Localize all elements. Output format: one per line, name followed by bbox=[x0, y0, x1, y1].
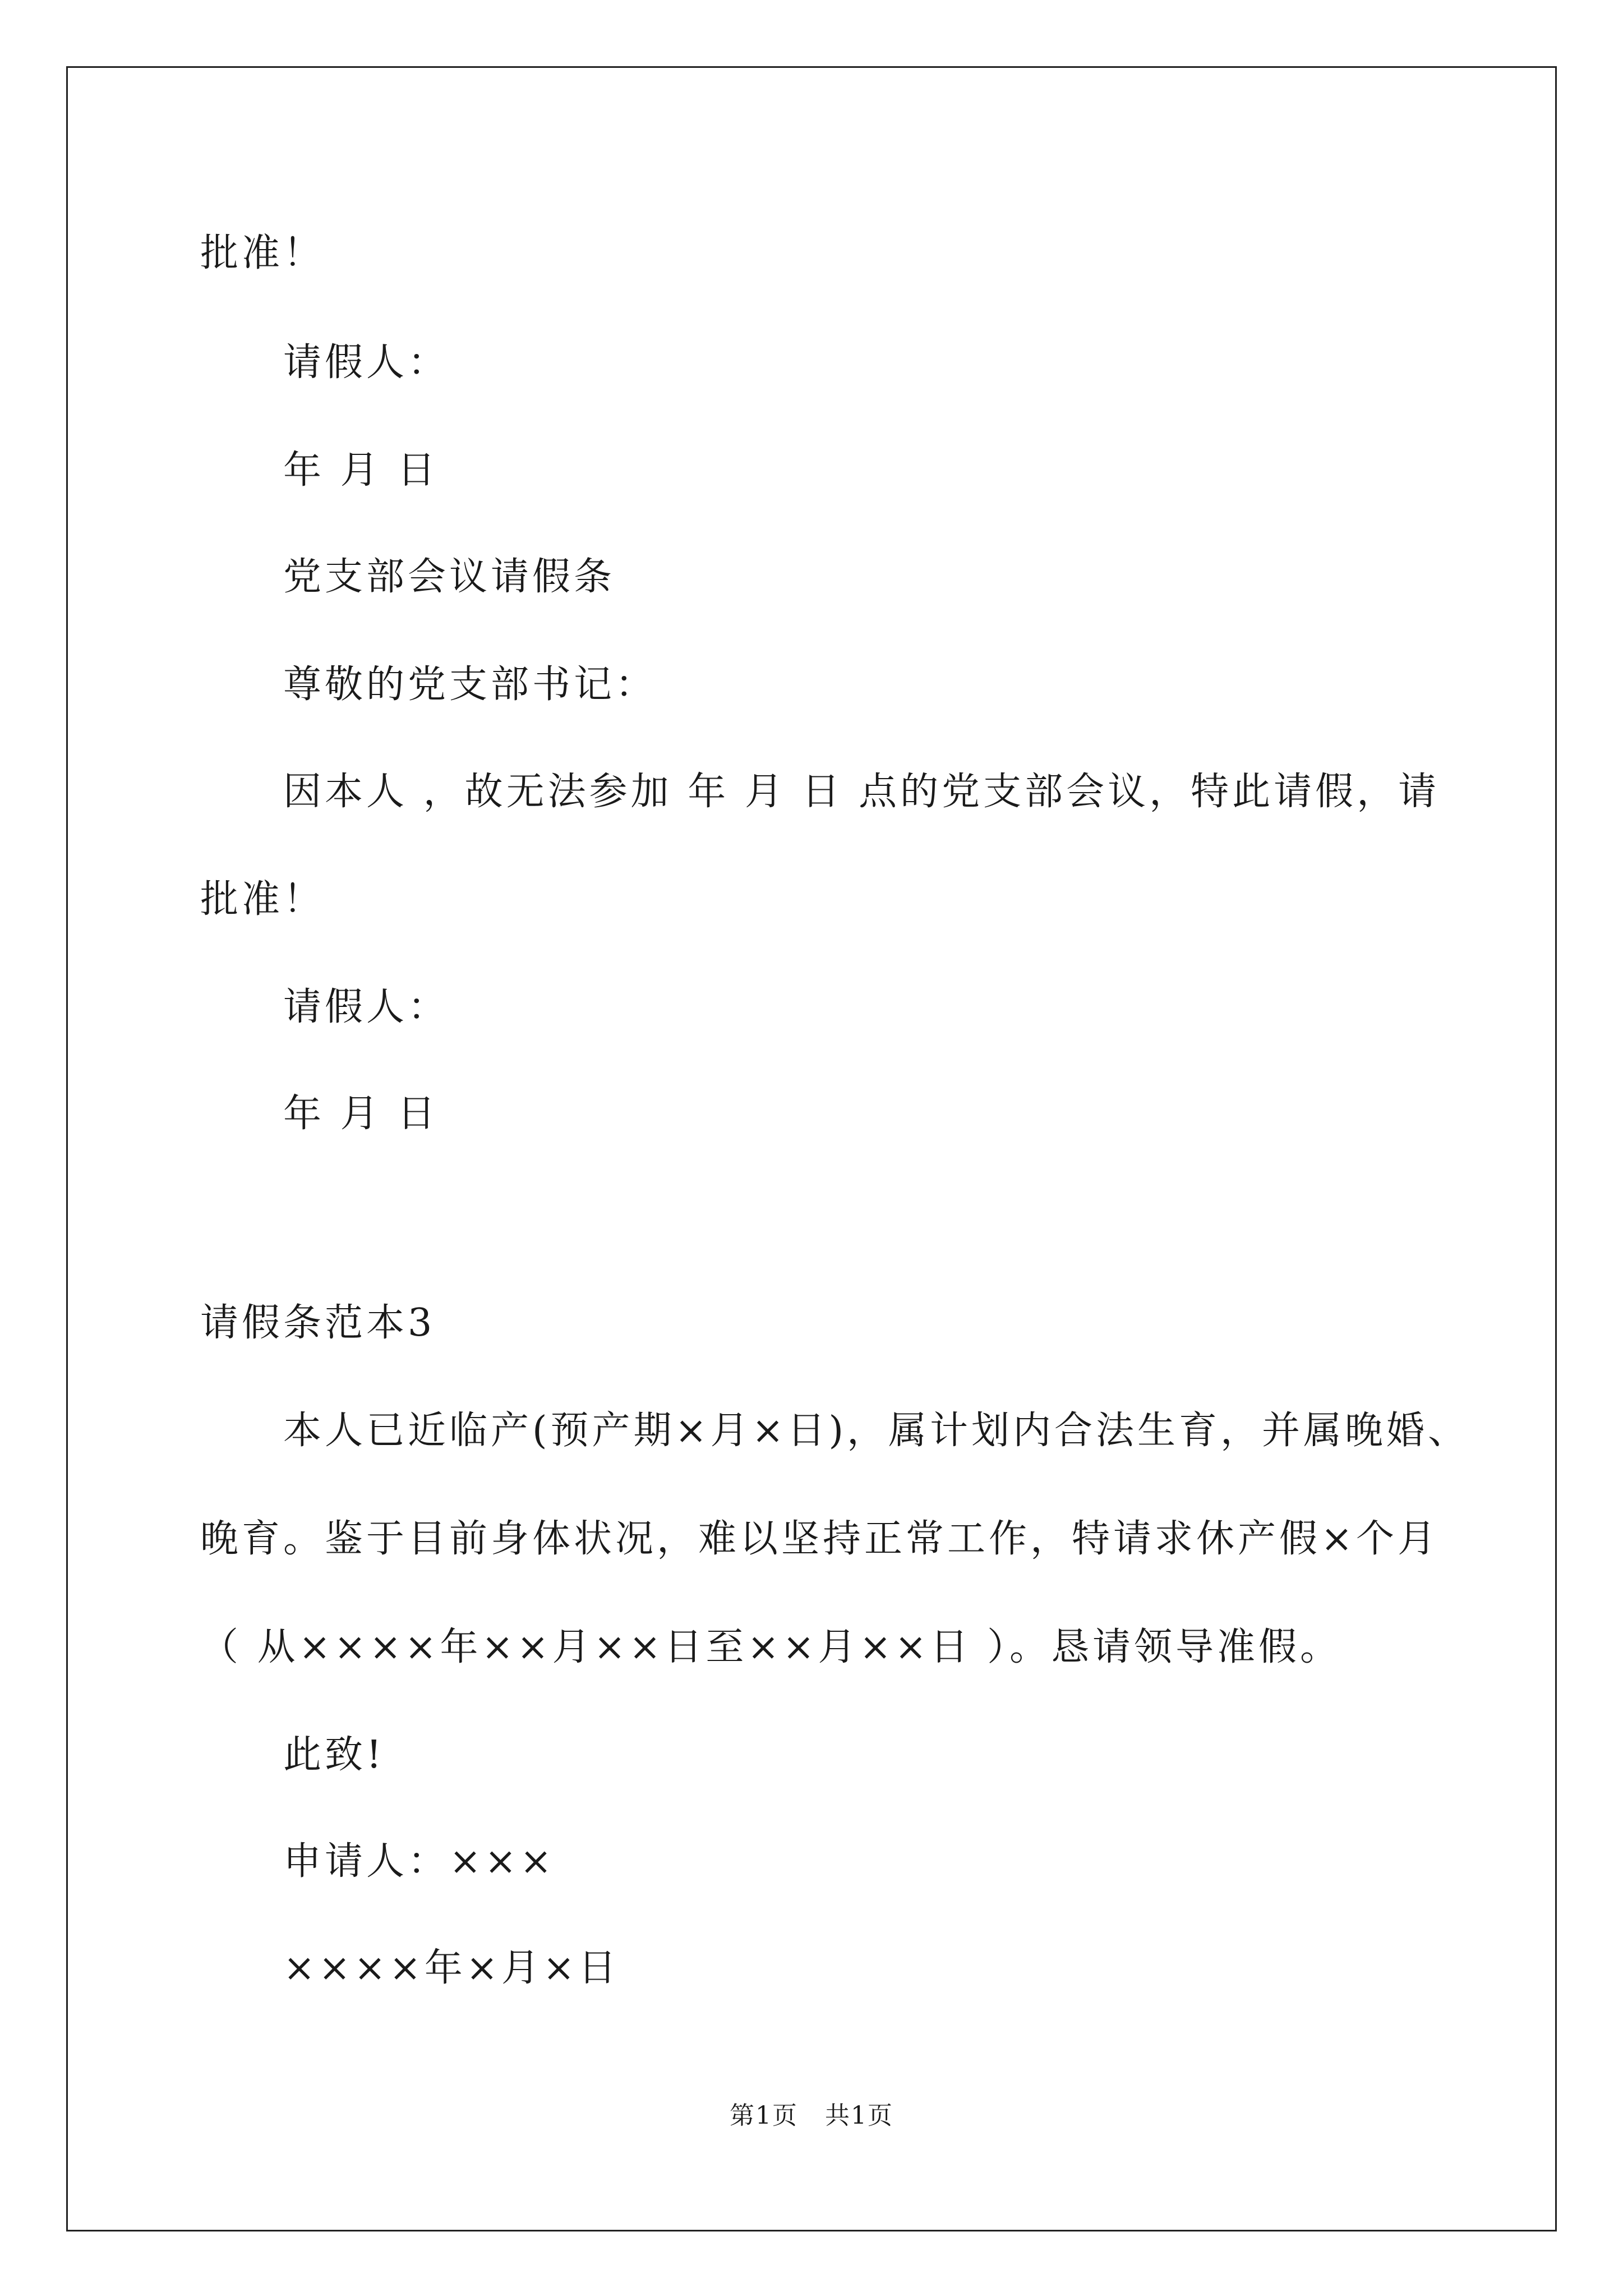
text-line: 请假人： bbox=[283, 341, 450, 385]
section-heading: 请假条范本3 bbox=[200, 1301, 436, 1345]
body-paragraph-continued: 晚育。鉴于目前身体状况，难以坚持正常工作，特请求休产假×个月 bbox=[200, 1517, 1439, 1561]
body-paragraph-continued: （ 从××××年××月××日至××月××日 ）。恳请领导准假。 bbox=[200, 1625, 1341, 1669]
applicant-line: 申请人：××× bbox=[283, 1839, 555, 1884]
body-paragraph: 本人已近临产(预产期×月×日)，属计划内合法生育，并属晚婚、 bbox=[283, 1409, 1470, 1453]
date-line: ××××年×月×日 bbox=[283, 1946, 620, 1990]
closing: 此致! bbox=[283, 1733, 385, 1777]
page-number-footer: 第1页 共1页 bbox=[730, 2101, 893, 2130]
body-paragraph-continued: 批准！ bbox=[200, 877, 325, 922]
page-border bbox=[66, 66, 1557, 2231]
date-line: 年 月 日 bbox=[283, 1092, 439, 1136]
text-line: 年 月 日 bbox=[283, 448, 439, 493]
letter-title: 党支部会议请假条 bbox=[283, 555, 616, 599]
text-line: 批准！ bbox=[200, 231, 325, 275]
signature-label: 请假人： bbox=[283, 985, 450, 1029]
body-paragraph: 因本人 ，故无法参加 年 月 日 点的党支部会议，特此请假，请 bbox=[283, 770, 1440, 814]
salutation: 尊敬的党支部书记： bbox=[283, 662, 657, 707]
